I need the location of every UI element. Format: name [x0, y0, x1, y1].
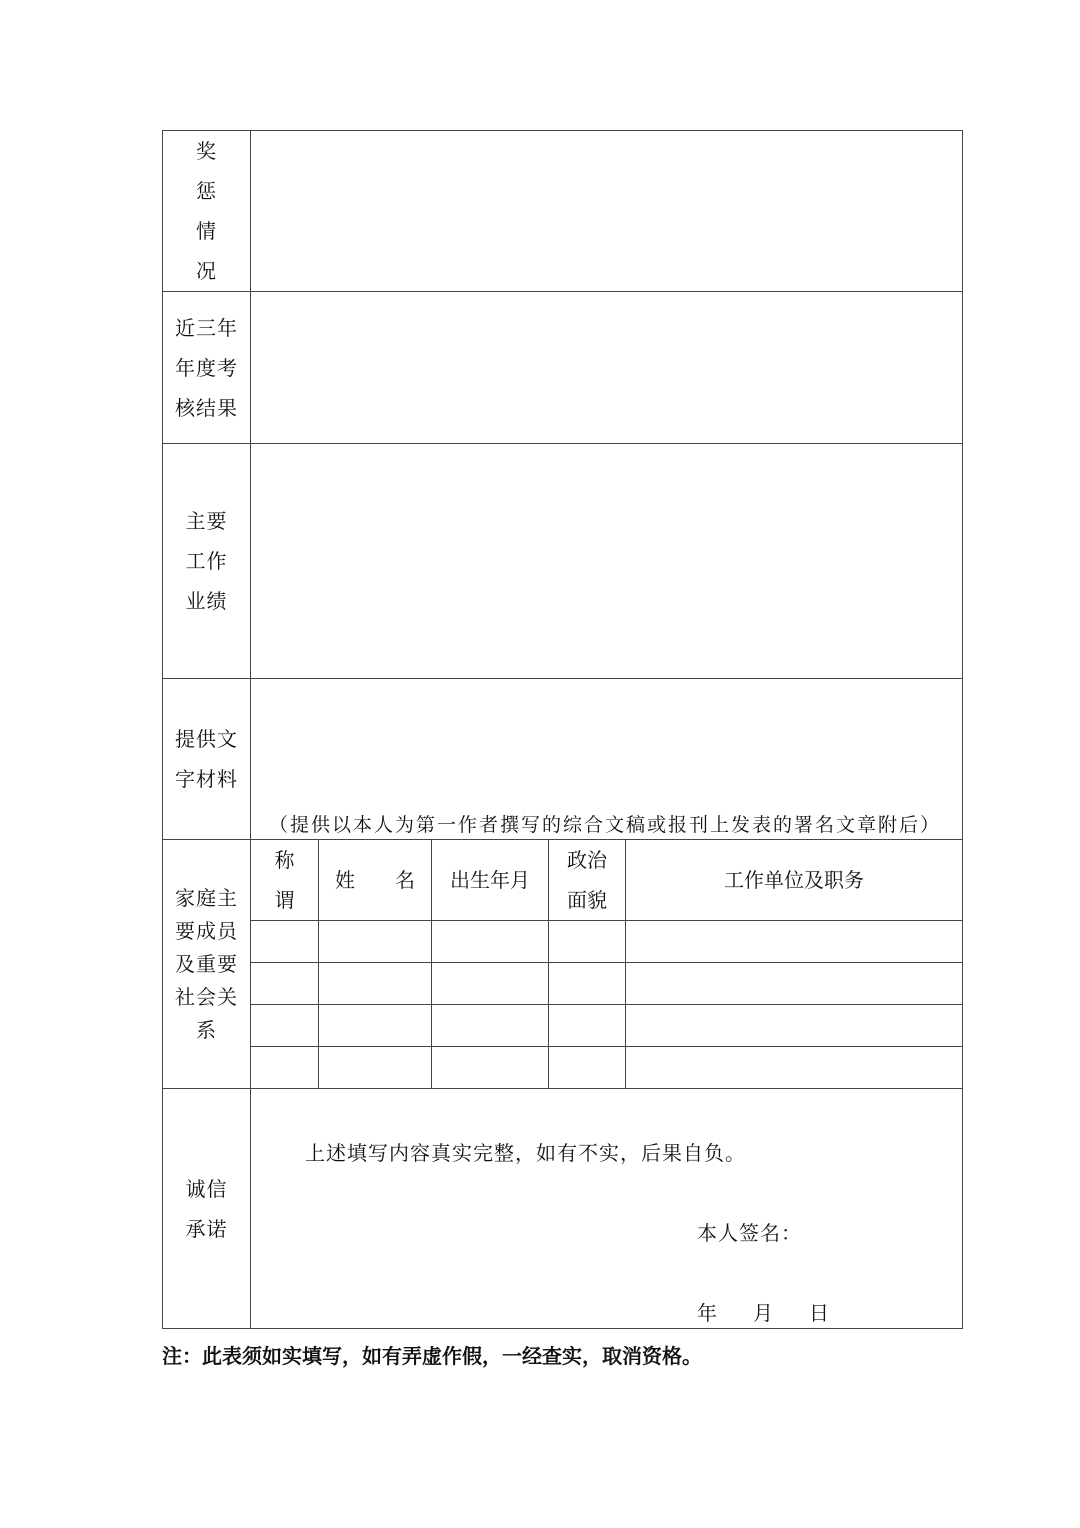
family-row [163, 921, 963, 963]
pledge-field [251, 1089, 963, 1329]
work-cell[interactable] [626, 921, 963, 963]
relation-cell[interactable] [251, 921, 319, 963]
name-cell[interactable] [319, 921, 432, 963]
form-sheet [162, 130, 962, 1329]
family-row [163, 1047, 963, 1089]
work-cell[interactable] [626, 963, 963, 1005]
header-political: 政治 面貌 [549, 840, 626, 921]
appraisal-row [163, 292, 963, 444]
materials-note: （提供以本人为第一作者撰写的综合文稿或报刊上发表的署名文章附后） [269, 814, 942, 836]
name-cell[interactable] [319, 963, 432, 1005]
performance-row [163, 444, 963, 679]
family-header-row [163, 840, 963, 921]
application-form-table [162, 130, 963, 1329]
footnote: 注：此表须如实填写，如有弄虚作假，一经查实，取消资格。 [162, 1344, 702, 1368]
political-cell[interactable] [549, 1047, 626, 1089]
materials-row [163, 679, 963, 840]
date-month: 月 [753, 1301, 773, 1325]
performance-field[interactable] [251, 444, 963, 679]
materials-field[interactable] [251, 679, 963, 840]
political-cell[interactable] [549, 963, 626, 1005]
appraisal-label: 近三年 年度考 核结果 [163, 292, 251, 444]
political-cell[interactable] [549, 1005, 626, 1047]
birth-cell[interactable] [432, 921, 549, 963]
political-cell[interactable] [549, 921, 626, 963]
date-line[interactable] [697, 1297, 829, 1326]
relation-cell[interactable] [251, 963, 319, 1005]
date-year: 年 [697, 1301, 717, 1325]
work-cell[interactable] [626, 1047, 963, 1089]
relation-cell[interactable] [251, 1005, 319, 1047]
family-label: 家庭主 要成员 及重要 社会关 系 [163, 840, 251, 1089]
materials-label: 提供文 字材料 [163, 679, 251, 840]
header-relation: 称 谓 [251, 840, 319, 921]
header-name: 姓 名 [319, 840, 432, 921]
family-row [163, 963, 963, 1005]
pledge-statement: 上述填写内容真实完整，如有不实，后果自负。 [305, 1141, 746, 1165]
awards-field[interactable] [251, 131, 963, 292]
birth-cell[interactable] [432, 1005, 549, 1047]
pledge-label: 诚信 承诺 [163, 1089, 251, 1329]
work-cell[interactable] [626, 1005, 963, 1047]
relation-cell[interactable] [251, 1047, 319, 1089]
pledge-row [163, 1089, 963, 1329]
date-day: 日 [809, 1301, 829, 1325]
awards-row [163, 131, 963, 292]
name-cell[interactable] [319, 1005, 432, 1047]
family-row [163, 1005, 963, 1047]
header-birth: 出生年月 [432, 840, 549, 921]
name-cell[interactable] [319, 1047, 432, 1089]
awards-label: 奖 惩 情 况 [163, 131, 251, 292]
performance-label: 主要 工作 业绩 [163, 444, 251, 679]
header-work: 工作单位及职务 [626, 840, 963, 921]
signature-label[interactable]: 本人签名： [697, 1221, 802, 1245]
birth-cell[interactable] [432, 1047, 549, 1089]
appraisal-field[interactable] [251, 292, 963, 444]
birth-cell[interactable] [432, 963, 549, 1005]
